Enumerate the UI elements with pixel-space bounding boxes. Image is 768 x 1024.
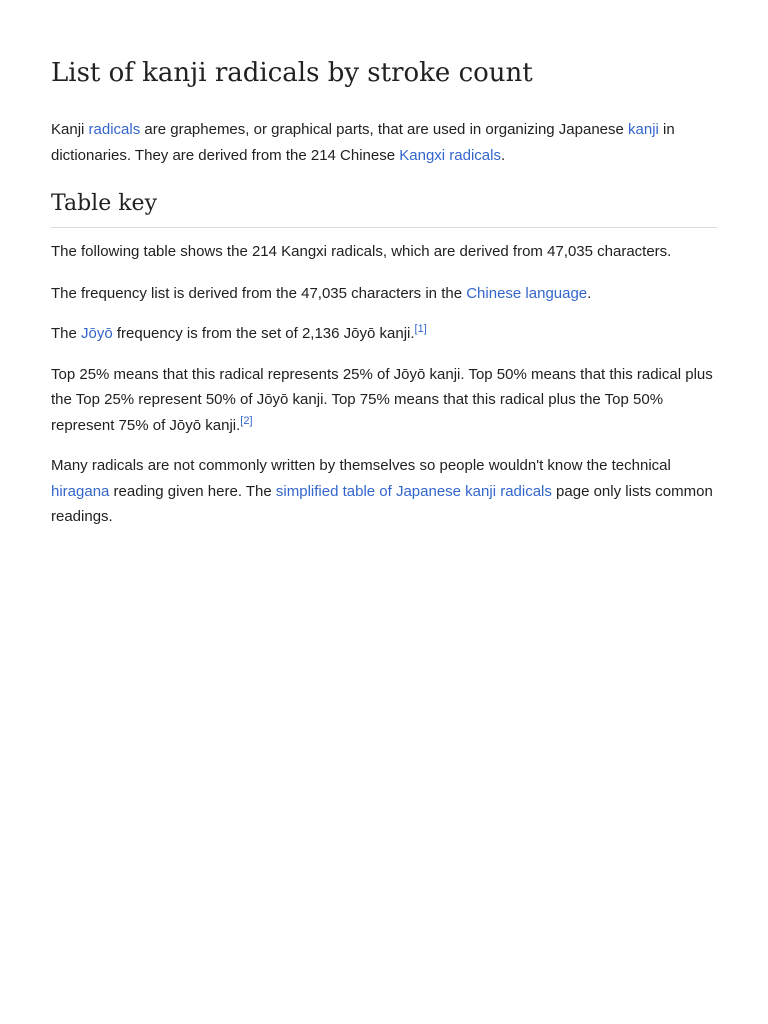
p5-text-1: Many radicals are not commonly written by themselves so people wouldn't know the technical	[51, 457, 671, 474]
intro-paragraph	[51, 117, 717, 168]
p5-text-3: page only lists common readings.	[51, 482, 713, 525]
radicals-link[interactable]: radicals	[88, 121, 141, 138]
p3-text-1: The	[51, 325, 82, 342]
kangxi-radicals-link[interactable]: Kangxi radicals	[399, 146, 501, 164]
reference-2-link[interactable]: [2]	[240, 414, 253, 427]
table-key-paragraph-3	[51, 321, 717, 347]
kanji-link[interactable]: kanji	[628, 121, 659, 138]
intro-text-3: in dictionaries. They are derived from the 214 Chinese	[51, 121, 675, 164]
p4-text-1: Top 25% means that this radical represents 25% of Jōyō kanji. Top 50% means that this radical plus the Top 25% represent 50% of Jōyō kanji. Top 75% means that this radical plus the Top 50% represent 75% of Jōyō kanji.	[51, 365, 713, 434]
intro-text-4: .	[500, 146, 506, 164]
table-key-paragraph-5	[51, 453, 717, 530]
simplified-table-link[interactable]: simplified table of Japanese kanji radicals	[275, 482, 552, 500]
intro-text-1: Kanji	[51, 121, 89, 138]
table-key-paragraph-2	[51, 281, 717, 307]
section-heading-table-key: Table key	[51, 188, 717, 228]
intro-text-2: are graphemes, or graphical parts, that are used in organizing Japanese	[140, 121, 629, 138]
p2-text-1: The frequency list is derived from the 47,035 characters in the	[51, 284, 467, 302]
p2-text-2: .	[587, 284, 592, 302]
joyo-link[interactable]: Jōyō	[81, 325, 113, 342]
hiragana-link[interactable]: hiragana	[51, 482, 110, 500]
table-key-paragraph-1: The following table shows the 214 Kangxi radicals, which are derived from 47,035 characters.	[51, 243, 672, 260]
reference-1-link[interactable]: [1]	[414, 323, 427, 335]
table-key-paragraph-4	[51, 362, 717, 439]
chinese-language-link[interactable]: Chinese language	[466, 284, 588, 302]
p3-text-2: frequency is from the set of 2,136 Jōyō kanji.	[112, 325, 415, 342]
p5-text-2: reading given here. The	[109, 482, 276, 500]
page-title: List of kanji radicals by stroke count	[51, 58, 533, 88]
